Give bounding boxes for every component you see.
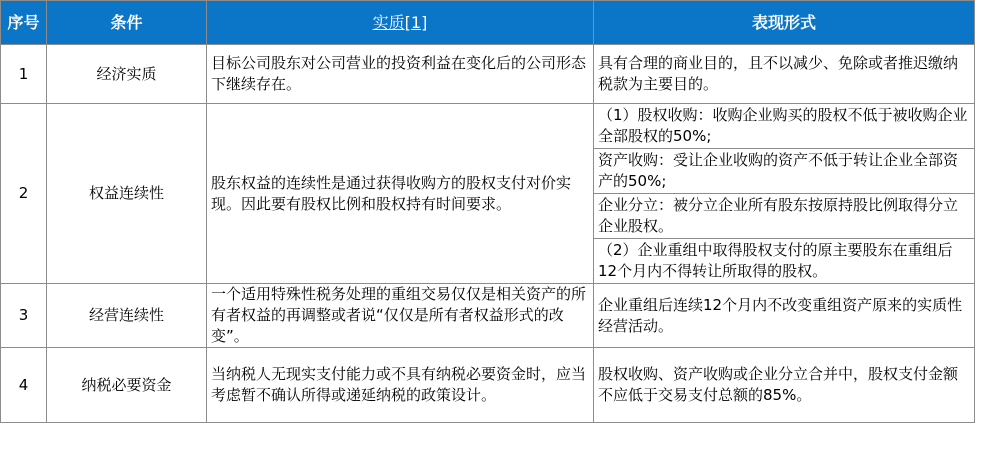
row-number: 3 bbox=[1, 284, 47, 348]
condition-cell: 权益连续性 bbox=[47, 104, 207, 284]
table-row bbox=[1, 45, 975, 104]
row-number: 2 bbox=[1, 104, 47, 284]
condition-cell: 经营连续性 bbox=[47, 284, 207, 348]
condition-cell: 纳税必要资金 bbox=[47, 348, 207, 423]
essence-cell: 当纳税人无现实支付能力或不具有纳税必要资金时，应当考虑暂不确认所得或递延纳税的政策设计。 bbox=[207, 348, 594, 423]
essence-cell: 一个适用特殊性税务处理的重组交易仅仅是相关资产的所有者权益的再调整或者说“仅仅是所有者权益形式的改变”。 bbox=[207, 284, 594, 348]
essence-cell: 目标公司股东对公司营业的投资利益在变化后的公司形态下继续存在。 bbox=[207, 45, 594, 104]
form-cell: 资产收购：受让企业收购的资产不低于转让企业全部资产的50%; bbox=[594, 149, 975, 194]
essence-footnote-link[interactable]: 实质[1] bbox=[372, 13, 428, 32]
form-cell: 具有合理的商业目的，且不以减少、免除或者推迟缴纳税款为主要目的。 bbox=[594, 45, 975, 104]
header-essence[interactable] bbox=[207, 1, 594, 45]
form-cell: 企业重组后连续12个月内不改变重组资产原来的实质性经营活动。 bbox=[594, 284, 975, 348]
form-cell: （1）股权收购：收购企业购买的股权不低于被收购企业全部股权的50%; bbox=[594, 104, 975, 149]
row-number: 1 bbox=[1, 45, 47, 104]
table-row bbox=[1, 284, 975, 348]
table-row bbox=[1, 348, 975, 423]
header-forms: 表现形式 bbox=[594, 1, 975, 45]
row-number: 4 bbox=[1, 348, 47, 423]
form-cell: 股权收购、资产收购或企业分立合并中，股权支付金额不应低于交易支付总额的85%。 bbox=[594, 348, 975, 423]
condition-cell: 经济实质 bbox=[47, 45, 207, 104]
form-cell: （2）企业重组中取得股权支付的原主要股东在重组后12个月内不得转让所取得的股权。 bbox=[594, 239, 975, 284]
header-row bbox=[1, 1, 975, 45]
table-row bbox=[1, 104, 975, 149]
header-condition: 条件 bbox=[47, 1, 207, 45]
header-no: 序号 bbox=[1, 1, 47, 45]
essence-cell: 股东权益的连续性是通过获得收购方的股权支付对价实现。因此要有股权比例和股权持有时间要求。 bbox=[207, 104, 594, 284]
form-cell: 企业分立：被分立企业所有股东按原持股比例取得分立企业股权。 bbox=[594, 194, 975, 239]
